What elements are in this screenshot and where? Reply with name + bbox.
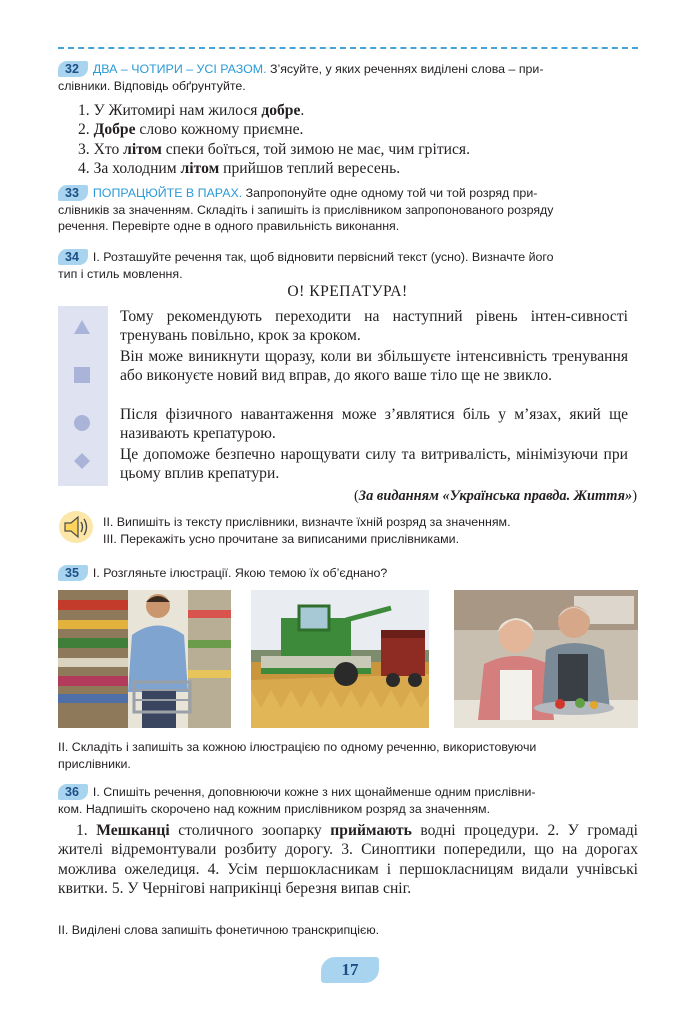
shapes-strip [58, 306, 108, 486]
task-text: тип і стиль мовлення. [58, 266, 183, 281]
exercise-35 [58, 565, 638, 582]
exercise-number-badge: 34 [58, 249, 88, 265]
task-text: слівники. Відповідь обґрунтуйте. [58, 78, 246, 93]
sentence-square: Він може виникнути щоразу, коли ви збільшуєте інтенсивність тренування або виконуєте новий вид вправ, до якого ваше тіло ще не звикло. [120, 348, 628, 385]
task-text: I. Спишіть речення, доповнюючи кожне з них щонайменше одним прислівни- [92, 785, 536, 799]
task-text: II. Складіть і запишіть за кожною ілюстрацією по одному реченню, використовуючи [58, 740, 537, 754]
exercise-32-sentences [78, 101, 638, 179]
exercise-35-task-2 [58, 739, 638, 772]
sentence-triangle: Тому рекомендують переходити на наступний рівень інтен-сивності тренувань повільно, крок за кроком. [120, 308, 628, 345]
page-number: 17 [321, 957, 379, 983]
exercise-heading: ПОПРАЦЮЙТЕ В ПАРАХ. [92, 186, 243, 200]
photo-supermarket [58, 590, 231, 728]
photo-harvester [251, 590, 429, 728]
sentence-diamond: Це допоможе безпечно нарощувати силу та витривалість, мінімізуючи при цьому вплив крепатури. [120, 446, 628, 483]
exercise-number-badge: 32 [58, 61, 88, 77]
exercise-33 [58, 185, 638, 235]
task-text: З’ясуйте, у яких реченнях виділені слова – при- [266, 62, 544, 76]
task-text: III. Перекажіть усно прочитане за виписаними прислівниками. [103, 531, 460, 546]
task-text: прислівники. [58, 756, 131, 771]
exercise-34-tasks [103, 514, 638, 547]
exercise-number-badge: 33 [58, 185, 88, 201]
task-text: Запропонуйте одне одному той чи той розряд при- [242, 186, 538, 200]
list-item: 3. Хто літом спеки боїться, той зимою не має, чим грітися. [78, 140, 470, 158]
speaker-icon [58, 510, 94, 544]
exercise-32-task [58, 61, 638, 94]
exercise-number-badge: 36 [58, 784, 88, 800]
task-text: II. Випишіть із тексту прислівники, визначте їхній розряд за значенням. [103, 515, 511, 529]
exercise-36 [58, 784, 638, 817]
exercise-32 [58, 61, 638, 94]
task-text: I. Розташуйте речення так, щоб відновити первісний текст (усно). Визначте його [92, 250, 554, 264]
photo-cooking-couple [454, 590, 638, 728]
text-title: О! КРЕПАТУРА! [287, 283, 408, 300]
list-item: 1. У Житомирі нам жилося добре. [78, 102, 305, 119]
exercise-heading: ДВА – ЧОТИРИ – УСІ РАЗОМ. [92, 62, 267, 76]
square-icon [73, 366, 91, 384]
circle-icon [73, 414, 91, 432]
diamond-icon [73, 452, 91, 470]
top-dashed-rule [58, 47, 638, 49]
task-text: I. Розгляньте ілюстрації. Якою темою їх об’єднано? [92, 566, 388, 580]
task-text: ком. Надпишіть скорочено над кожним прислівником розряд за значенням. [58, 801, 491, 816]
exercise-34 [58, 249, 638, 282]
exercise-number-badge: 35 [58, 565, 88, 581]
task-text: речення. Перевірте одне в одного правильність виконання. [58, 219, 400, 234]
list-item: 2. Добре слово кожному приємне. [78, 121, 304, 139]
exercise-36-sentences: 1. Мешканці столичного зоопарку приймають водні процедури. 2. У громаді жителі відремонтували розбиту дорогу. 3. Синоптики попередили, що на дорогах можлива ожеледиця. 4. Усім першокласникам і першокласницям видали учнівські квитки. 5. У Чернігові наприкінці березня випав сніг. [58, 822, 638, 898]
triangle-icon [73, 318, 91, 336]
task-text: слівників за значенням. Складіть і запишіть із прислівником запропонованого розряду [58, 202, 554, 217]
text-source: (За виданням «Українська правда. Життя») [353, 488, 637, 504]
list-item: 4. За холодним літом прийшов теплий вересень. [78, 160, 401, 178]
sentence-circle: Після фізичного навантаження може з’являтися біль у м’язах, який ще називають крепатурою. [120, 406, 628, 443]
exercise-36-task-2: II. Виділені слова запишіть фонетичною транскрипцією. [58, 923, 380, 937]
